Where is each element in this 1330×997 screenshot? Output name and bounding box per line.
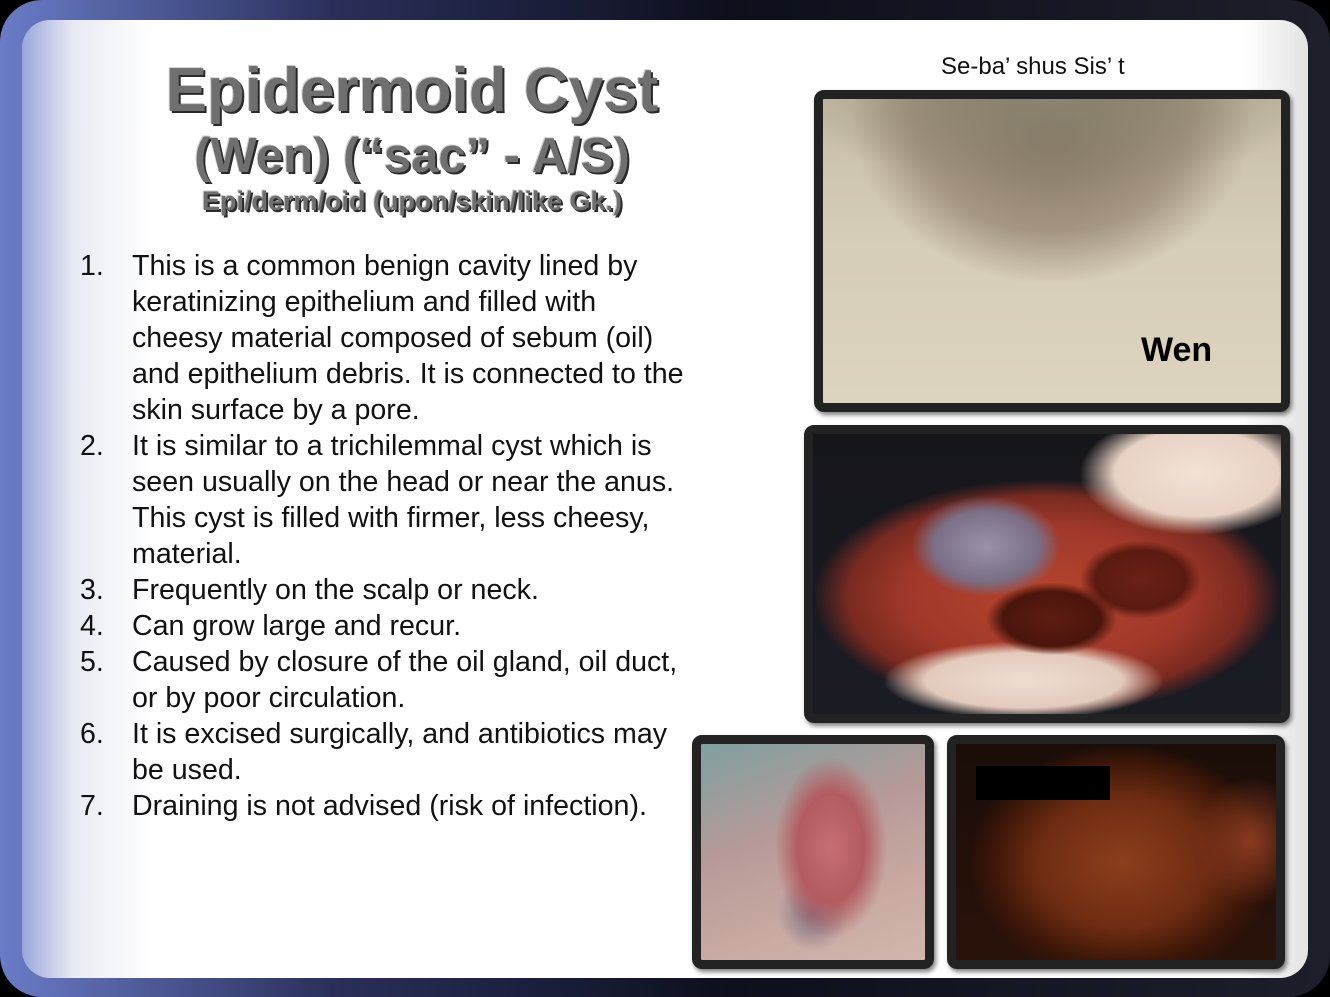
ear-cyst-photo — [692, 735, 934, 969]
slide-subtitle: (Wen) (“sac” - A/S) — [194, 129, 630, 183]
pronunciation: Se-ba’ shus Sis’ t — [941, 53, 1125, 80]
list-item — [80, 644, 692, 716]
photo-caption: Wen — [1141, 331, 1213, 369]
neck-wen-photo — [814, 90, 1290, 412]
list-item — [80, 428, 692, 572]
list-number: 7. — [80, 790, 104, 822]
list-text: This is a common benign cavity lined by keratinizing epithelium and filled with cheesy material composed of sebum (oil) and epithelium debris. It is connected to the skin surface by a pore. — [132, 250, 684, 426]
list-text: Can grow large and recur. — [132, 610, 462, 642]
list-item — [80, 716, 692, 788]
redaction-bar — [976, 766, 1110, 800]
list-item — [80, 572, 692, 608]
face-cyst-photo — [947, 735, 1285, 969]
etymology: Epi/derm/oid (upon/skin/like Gk.) — [201, 186, 623, 216]
list-item — [80, 608, 692, 644]
list-number: 5. — [80, 646, 104, 678]
list-item — [80, 248, 692, 428]
list-text: Draining is not advised (risk of infection). — [132, 790, 647, 822]
list-text: It is similar to a trichilemmal cyst which is seen usually on the head or near the anus. This cyst is filled with firmer, less cheesy, material. — [132, 430, 675, 570]
list-number: 1. — [80, 250, 104, 282]
list-number: 2. — [80, 430, 104, 462]
list-number: 3. — [80, 574, 104, 606]
list-number: 4. — [80, 610, 104, 642]
bullet-list — [80, 248, 692, 824]
list-text: Caused by closure of the oil gland, oil duct, or by poor circulation. — [132, 646, 678, 714]
list-text: Frequently on the scalp or neck. — [132, 574, 539, 606]
slide — [22, 20, 1308, 978]
list-number: 6. — [80, 718, 104, 750]
list-text: It is excised surgically, and antibiotics may be used. — [132, 718, 668, 786]
excised-cyst-photo — [804, 425, 1290, 723]
list-item — [80, 788, 692, 824]
slide-title: Epidermoid Cyst — [165, 56, 659, 125]
